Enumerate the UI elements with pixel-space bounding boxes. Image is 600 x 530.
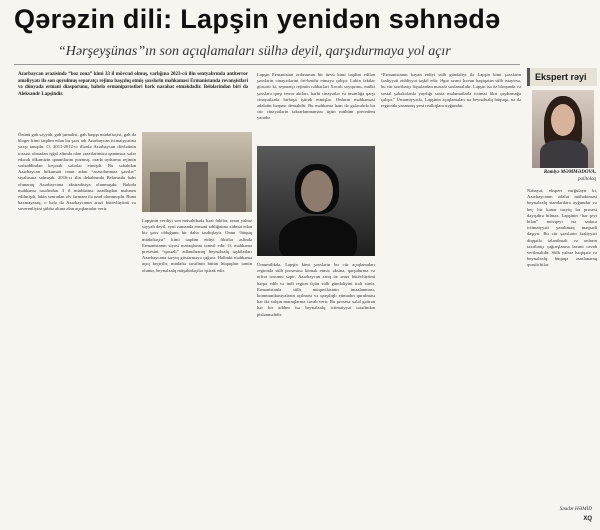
article-column-5: “Ermənistanın bəyan etdiyi sülh gündəliyi ilə Lapşin kimi şəxslərin fəaliyyəti ziddiyyət təşkil edir. Əgər rəsmi İrəvan həqiqətən sülh istəyirsə, bu cür təxribatçı fiqurlardan məsafə saxlamalıdır. Lapşin isə öz bloqunda və sosial şəbəkələrdə yaydığı saxta məlumatlarla ictimai fikri çaşdırmağa çalışır.” Ümumiyyətlə, Lapşinin açıqlamaları nə beynəlxalq hüquqa, nə də regionda yaranmış yeni reallıqlara uyğundur. xyxy=(381,72,521,109)
article-column-3: Lapşin Ermənistan ordusunun bir üzvü kimi təqdim edilən şəxslərin cinayətlərini ört-basdır etməyə çalışır. Lakin faktlar göstərir ki, separatçı rejimin rəhbərləri Xocalı soyqırımı, mülki şəxslərə qarşı terror aktları, hərbi cinayətlər və insanlığa qarşı cinayətlərdə birbaşa iştirak etmişlər. Onların məhkəməsi ədalətin bərpası deməkdir. Bu məhkəmə həm də gələcəkdə bu cür cinayətlərin təkrarlanmaması üçün mühüm precedent yaradır. xyxy=(257,72,375,121)
article-lead: Azərbaycan ərazisində “boz zona” kimi 33 il mövcud olmuş, varlığına 2023-cü ilin sentyabrında antiterror əməliyyatı ilə son qoyulmuş separatçı rejimə başçılıq etmiş şəxslərin məhkəməsi Ermənistanda revanşistləri və dünyada erməni diasporunu, habelə ermənipərəstləri bərk narahat etməkdədir. Belələrindən biri də Aleksandr Lapşindir. xyxy=(18,72,248,97)
article-headline: Qərəzin dili: Lapşin yenidən səhnədə xyxy=(14,4,501,34)
ruins-photo xyxy=(142,132,252,212)
header-divider xyxy=(14,64,520,65)
article-subheadline: “Hərşeyşünas”ın son açıqlamaları sülhə deyil, qarşıdurmaya yol açır xyxy=(58,44,451,59)
article-author: Səadət HƏMİD xyxy=(559,506,592,512)
article-column-2: Lapşinin verdiyi son müsahibədə bəzi faktlar, onun yalnız səyyah deyil, eyni zamanda erməni təbliğatına xidmət edən bir şəxs olduğunu bir daha təsdiqləyir. Onun “hüquq müdafiəçisi” kimi təqdim etdiyi fikirlər əslində Ermənistanın siyasi maraqlarını təmsil edir. O, məhkəmə prosesini “qərəzli” adlandıraraq beynəlxalq təşkilatları Azərbaycana təzyiq göstərməyə çağırır. Halbuki məhkəmə açıq keçirilir, müdafiə tərəfinin bütün hüquqları təmin olunur, beynəlxalq müşahidəçilər iştirak edir. xyxy=(142,218,252,273)
expert-role: politoloq xyxy=(577,177,596,182)
expert-name: Ramiyə MƏMMƏDOVA, xyxy=(543,170,596,175)
page-number: XQ xyxy=(583,516,592,522)
expert-portrait xyxy=(532,90,594,168)
article-column-6: Nəhayət, ekspert vurğulayır ki, Azərbaycanın ədalət mühakiməsi beynəlxalq standartlara uyğundur və heç bir kənar təzyiq bu prosesi dəyişdirə bilməz. Lapşinin “hər şeyi bilən” mövqeyi isə sadəcə ictimaiyyəti yanıltmaq məqsədi daşıyır. Bu cür şəxslərin fəaliyyəti diqqətlə izlənilməli və onların təxribatçı çağırışlarına lazımi cavab verilməlidir. Sülh yalnız həqiqətə və beynəlxalq hüquqa əsaslanaraq qurula bilər. xyxy=(527,188,597,268)
article-column-1: Özünü gah səyyah, gah jurnalist, gah haqqa müdafiəçisi, gah da bloger kimi təqdim edən bu şəxs adı Azərbaycan icimaiyyətinə yaxşı tanışdır. O, 2011-2012-ci illərdə Azərbaycan dövlətinin icazəsi olmadan işğal altında olan ərazilərimizə qanunsuz səfər edərək ölkəmizin qanunlarını pozmuş, orada uydurma rejimin sərhəddindən keçərək səfərlər etmişdi. Bu səbəbdən Azərbaycan hökuməti onun adını “arzuolunmaz şəxslər” siyahısına salmışdı. 2016-cı ilin dekabrında Belarusda həbs olunaraq Azərbaycana ekstradisiya olunmuşdu. Bakıda məhkəmə tərəfindən 3 il müddətinə azadlıqdan məhrum edilmişdi, lakin sonradan əfv fərmanı ilə azad olunmuşdu. Buna baxmayaraq, o hələ də Azərbaycanın ərazi bütövlüyünü və suverenliyini şübhə altına alan açıqlamalar verir. xyxy=(18,132,136,212)
sidebar-title: Ekspert rəyi xyxy=(527,68,597,86)
lapshin-photo xyxy=(257,146,375,256)
article-column-4: Ümumilikdə, Lapşin kimi şəxslərin bu cür açıqlamaları regionda sülh prosesinə kömək etmir, əksinə, qarşıdurma və nifrət toxumu səpir. Azərbaycan artıq öz ərazi bütövlüyünü bərpa edib və indi region üçün sülh gündəliyini irəli sürür. Ermənistanla sülh müqaviləsinin imzalanması, kommunikasiyaların açılması və qarşılıqlı etimadın qurulması hər iki xalqın maraqlarına cavab verir. Bu prosesə xələl gətirən hər bir addım isə beynəlxalq ictimaiyyət tərəfindən pislənməlidir. xyxy=(257,262,375,317)
